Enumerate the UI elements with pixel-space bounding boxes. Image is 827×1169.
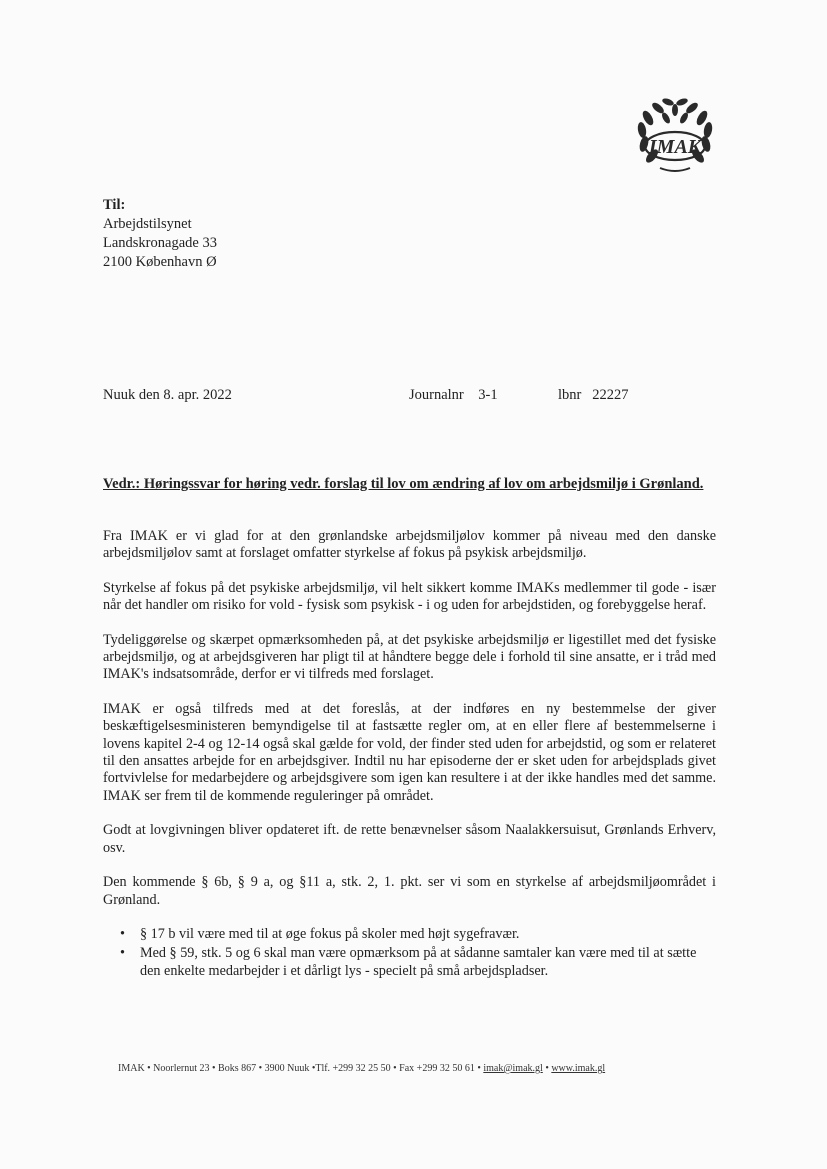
recipient-line: 2100 København Ø	[103, 254, 217, 270]
body-paragraph: Fra IMAK er vi glad for at den grønlandske arbejdsmiljølov kommer på niveau med den danske arbejdsmiljølov samt at forslaget omfatter styrkelse af fokus på psykisk arbejdsmiljø.	[103, 528, 716, 562]
body-paragraph: Tydeliggørelse og skærpet opmærksomheden på, at det psykiske arbejdsmiljø er ligestillet med det fysiske arbejdsmiljø, og at arbejdsgiveren har pligt til at håndtere begge dele i forhold til sine ansatte, er i tråd med IMAK's indsatsområde, derfor er vi tilfreds med forslaget.	[103, 631, 716, 683]
imak-logo	[630, 88, 720, 178]
body-paragraph: Styrkelse af fokus på det psykiske arbejdsmiljø, vil helt sikkert komme IMAKs medlemmer til gode - især når det handler om risiko for vold - fysisk som psykisk - i og uden for arbejdstiden, og forebyggelse heraf.	[103, 579, 716, 614]
lbnr	[558, 387, 628, 404]
logo-text: IMAK	[648, 136, 702, 158]
recipient-block	[103, 196, 217, 272]
footer-website-link[interactable]: www.imak.gl	[551, 1063, 606, 1074]
bullet-item: • Med § 59, stk. 5 og 6 skal man være opmærksom på at sådanne samtaler kan være med til at sætte den enkelte medarbejder i et dårligt lys - specielt på små arbejdspladser.	[140, 945, 716, 980]
letter-footer	[118, 1063, 698, 1074]
footer-email-link[interactable]: imak@imak.gl	[483, 1063, 543, 1074]
subject-line: Vedr.: Høringssvar for høring vedr. forslag til lov om ændring af lov om arbejdsmiljø i Grønland.	[103, 476, 704, 492]
footer-separator: •	[542, 1063, 552, 1074]
imak-wreath-icon	[630, 88, 720, 178]
footer-address: IMAK • Noorlernut 23 • Boks 867 • 3900 Nuuk •Tlf. +299 32 25 50 • Fax +299 32 50 61 •	[118, 1063, 484, 1074]
lbnr-value: 22227	[592, 387, 629, 403]
bullet-item: • § 17 b vil være med til at øge fokus på skoler med højt sygefravær.	[140, 926, 716, 943]
recipient-line: Arbejdstilsynet	[103, 216, 192, 232]
body-paragraph: Den kommende § 6b, § 9 a, og §11 a, stk. 2, 1. pkt. ser vi som en styrkelse af arbejdsmiljøområdet i Grønland.	[103, 874, 716, 908]
journal-label: Journalnr	[409, 387, 464, 403]
lbnr-label: lbnr	[558, 387, 582, 403]
letter-body	[103, 528, 716, 982]
bullet-list	[103, 926, 716, 980]
journal-number	[409, 387, 498, 404]
recipient-label: Til:	[103, 197, 126, 213]
body-paragraph: IMAK er også tilfreds med at det foreslås, at der indføres en ny bestemmelse der giver beskæftigelsesministeren bemyndigelse til at fastsætte regler om, at en eller flere af bestemmelserne i lovens kapitel 2-4 og 12-14 også skal gælde for vold, der finder sted uden for arbejdstid, og som er relateret til den ansattes arbejde for en arbejdsgiver. Indtil nu har episoderne der er sket uden for arbejdsplads givet fortvivlelse for medarbejdere og arbejdsgivere som igen kan resultere i at der ikke handles med det samme. IMAK ser frem til de kommende reguleringer på området.	[103, 700, 716, 804]
place-date: Nuuk den 8. apr. 2022	[103, 387, 232, 403]
journal-value: 3-1	[478, 387, 498, 403]
recipient-line: Landskronagade 33	[103, 235, 217, 251]
body-paragraph: Godt at lovgivningen bliver opdateret ift. de rette benævnelser såsom Naalakkersuisut, Grønlands Erhverv, osv.	[103, 822, 716, 856]
